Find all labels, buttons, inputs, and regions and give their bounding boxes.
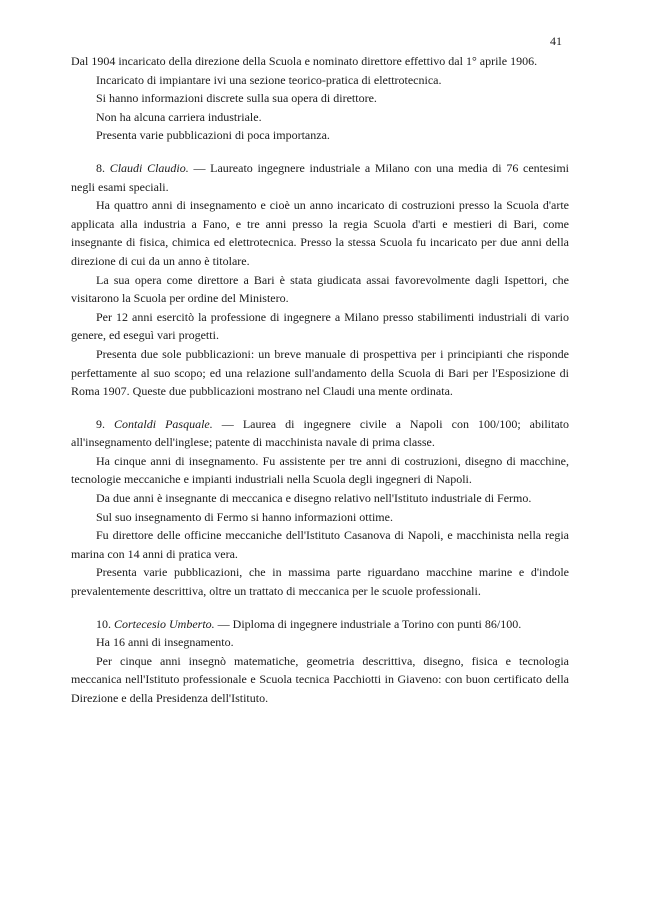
entry-intro: — Diploma di ingegnere industriale a Torino con punti 86/100. [214, 616, 522, 631]
entry-name: Claudi Claudio. [109, 160, 189, 175]
paragraph: Si hanno informazioni discrete sulla sua opera di direttore. [96, 91, 377, 106]
paragraph: Presenta due sole pubblicazioni: un breve manuale di prospettiva per i principianti che risponde perfettamente al suo scopo; ed una relazione sull'andamento della Scuola di Bari per l'Esposizione di Roma 1907. Queste due pubblicazioni mostrano nel Claudi una mente ordinata. [71, 346, 569, 399]
entry-name: Cortecesio Umberto. [114, 616, 215, 631]
paragraph: Presenta varie pubblicazioni, che in massima parte riguardano macchine marine e d'indole prevalentemente descrittiva, oltre un trattato di meccanica per le scuole professionali. [71, 565, 569, 599]
entry-contaldi [71, 415, 569, 601]
page-number: 41 [550, 34, 562, 48]
entry-number: 9. [96, 416, 105, 431]
entry-number: 8. [96, 160, 105, 175]
entry-name: Contaldi Pasquale. [114, 416, 213, 431]
entry-heading [71, 415, 569, 452]
entry-intro: — Laurea di ingegnere civile a Napoli con 100/100; abilitato all'insegnamento dell'inglese; patente di macchinista navale di prima classe. [71, 416, 570, 450]
paragraph: Per 12 anni esercitò la professione di ingegnere a Milano presso stabilimenti industriali di vario genere, ed eseguì vari progetti. [71, 309, 569, 343]
paragraph: Ha quattro anni di insegnamento e cioè un anno incaricato di costruzioni presso la Scuola d'arte applicata alla industria a Fano, e tre anni presso la regia Scuola d'arti e mestieri di Bari, come insegnante di fisica, chimica ed elettrotecnica. Presso la stessa Scuola fu incaricato per due anni della direzione di cui da un anno è titolare. [71, 198, 569, 268]
entry-heading [71, 615, 569, 634]
entry-number: 10. [96, 616, 111, 631]
paragraph: Ha 16 anni di insegnamento. [96, 635, 234, 650]
entry-continued [71, 52, 569, 145]
document-body [71, 52, 569, 708]
entry-cortecesio [71, 615, 569, 708]
entry-claudi [71, 159, 569, 401]
paragraph: Da due anni è insegnante di meccanica e disegno relativo nell'Istituto industriale di Fermo. [96, 491, 532, 506]
paragraph: Non ha alcuna carriera industriale. [96, 109, 262, 124]
paragraph: Fu direttore delle officine meccaniche dell'Istituto Casanova di Napoli, e macchinista nella regia marina con 14 anni di pratica vera. [71, 528, 569, 561]
paragraph: Sul suo insegnamento di Fermo si hanno informazioni ottime. [96, 509, 393, 524]
paragraph: Ha cinque anni di insegnamento. Fu assistente per tre anni di costruzioni, disegno di macchine, tecnologie meccaniche e impianti industriali nella Scuola degli ingegneri di Napoli. [71, 453, 569, 487]
paragraph: Incaricato di impiantare ivi una sezione teorico-pratica di elettrotecnica. [96, 72, 442, 87]
paragraph: Dal 1904 incaricato della direzione della Scuola e nominato direttore effettivo dal 1° aprile 1906. [71, 54, 538, 68]
entry-intro: — Laureato ingegnere industriale a Milano con una media di 76 centesimi negli esami speciali. [71, 160, 570, 194]
paragraph: Per cinque anni insegnò matematiche, geometria descrittiva, disegno, fisica e tecnologia meccanica nell'Istituto professionale e Scuola tecnica Pacchiotti in Giaveno: con buon certificato della Direzione e della Presidenza dell'Istituto. [71, 653, 569, 705]
paragraph: La sua opera come direttore a Bari è stata giudicata assai favorevolmente dagli Ispettori, che visitarono la Scuola per ordine del Ministero. [71, 272, 569, 306]
paragraph: Presenta varie pubblicazioni di poca importanza. [96, 128, 330, 143]
entry-heading [71, 159, 569, 196]
